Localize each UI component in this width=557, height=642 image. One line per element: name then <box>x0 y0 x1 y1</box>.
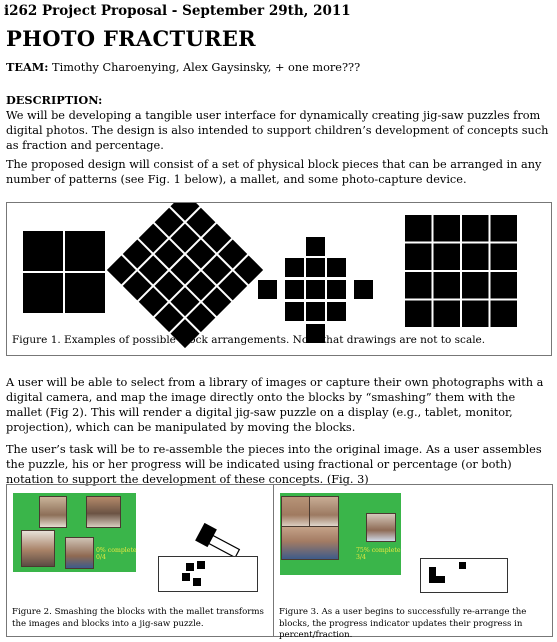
progress-indicator <box>96 547 137 561</box>
photo-piece <box>86 496 121 528</box>
description-paragraph-2: The proposed design will consist of a set of physical block pieces that can be arranged in any number of patterns (see Fig. 1 below), a mallet, and some photo-capture device. <box>6 158 542 186</box>
block <box>434 272 461 299</box>
photo-piece <box>309 496 339 528</box>
photo-piece <box>281 496 311 528</box>
figure-3-screen <box>280 493 401 575</box>
block-tray <box>158 556 258 592</box>
photo-piece <box>65 537 94 569</box>
block <box>459 562 466 569</box>
block <box>491 272 518 299</box>
description-heading: DESCRIPTION: <box>6 93 103 107</box>
description-paragraph-3: A user will be able to select from a library of images or capture their own photographs with a digital camera, and map the image directly onto the blocks by “smashing” them with the mallet (Fig 2). This will render a digital jig-saw puzzle on a display (e.g., tablet, monitor, projection), which can be manipulated by moving the blocks. <box>6 376 544 434</box>
description-paragraph-1: We will be developing a tangible user interface for dynamically creating jig-saw puzzles from digital photos. The design is also intended to support children’s development of concepts such as fraction and percentage. <box>6 109 549 152</box>
block <box>462 272 489 299</box>
photo-piece <box>281 526 339 560</box>
block <box>491 244 518 271</box>
photo-piece <box>39 496 67 528</box>
block <box>197 561 205 569</box>
team-label: TEAM: <box>6 60 49 74</box>
progress-percent: 0% complete <box>96 547 137 554</box>
block <box>462 301 489 328</box>
cross-arrangement <box>258 237 373 343</box>
diamond-arrangement <box>107 203 263 348</box>
progress-fraction: 3/4 <box>356 554 366 561</box>
block <box>193 578 201 586</box>
progress-indicator <box>356 547 401 561</box>
block <box>491 301 518 328</box>
block <box>405 244 432 271</box>
block <box>405 272 432 299</box>
team-line <box>6 60 360 74</box>
document-header: i262 Project Proposal - September 29th, 2011 <box>4 3 351 19</box>
block <box>182 573 190 581</box>
block <box>405 215 432 242</box>
figure-3-caption: Figure 3. As a user begins to successfully re-arrange the blocks, the progress indicator updates their progress in percent/fraction. <box>279 607 527 640</box>
progress-fraction: 0/4 <box>96 554 106 561</box>
description-paragraph-4: The user’s task will be to re-assemble the pieces into the original image. As a user assembles the puzzle, his or her progress will be indicated using fractional or percentage (or both) notation to support the development of these concepts. (Fig. 3) <box>6 443 542 486</box>
block <box>434 215 461 242</box>
block-tray <box>420 558 508 593</box>
figure-2-caption: Figure 2. Smashing the blocks with the mallet transforms the images and blocks into a jig-saw puzzle. <box>12 607 264 629</box>
block <box>186 563 194 571</box>
block <box>491 215 518 242</box>
square-2x2-arrangement <box>23 231 105 313</box>
block <box>429 576 445 583</box>
figure-1-box <box>6 202 552 356</box>
progress-percent: 75% complete <box>356 547 401 554</box>
block <box>462 244 489 271</box>
block <box>462 215 489 242</box>
figure-1-caption: Figure 1. Examples of possible block arrangements. Note that drawings are not to scale. <box>12 334 486 346</box>
document-title: PHOTO FRACTURER <box>6 26 256 51</box>
block <box>405 301 432 328</box>
photo-piece <box>366 513 396 542</box>
grid-4x4-arrangement <box>405 215 517 327</box>
mallet-icon <box>195 522 247 556</box>
team-members: Timothy Charoenying, Alex Gaysinsky, + one more??? <box>48 61 361 74</box>
photo-piece <box>21 530 55 567</box>
block <box>434 301 461 328</box>
block <box>434 244 461 271</box>
